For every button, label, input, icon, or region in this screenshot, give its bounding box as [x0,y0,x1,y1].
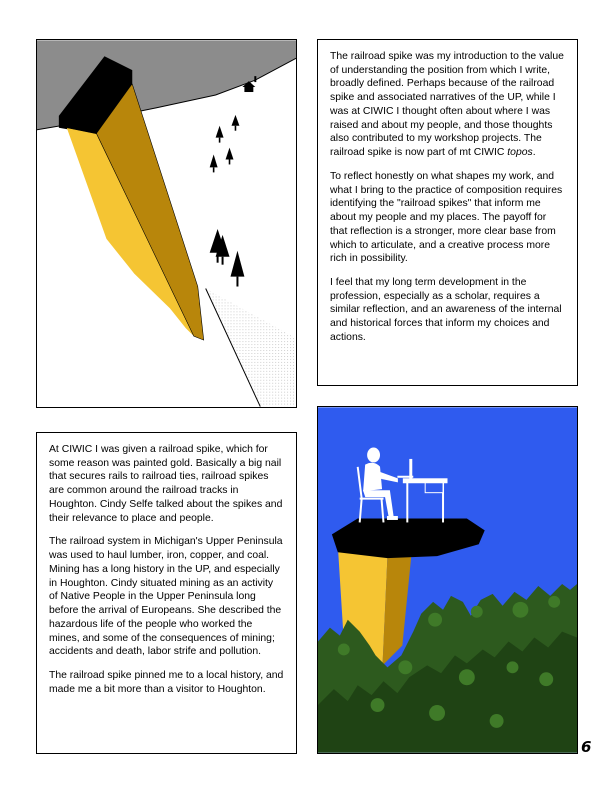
spike-hillside-art [37,40,296,407]
text-run: The railroad spike was my introduction to the value of understanding the position from which I write, broadly defined. Perhaps because of the railroad spike and associated narratives of the UP, while I was at CIWIC I thought often about where I was raised and about my people, and those thoughts also contributed to my workshop projects. The railroad spike is now part of mt CIWIC [330,51,564,159]
text-run: The railroad system in Michigan's Upper Peninsula was used to haul lumber, iron, copper, and coal. Mining has a long history in the UP, and especially in Houghton. Cindy situated mining as an activity of Native People in the Upper Peninsula long before the arrival of Europeans. She described the hazardous life of the people who worked the mines, and some of the consequences of mining; accidents and death, labor strife and pollution. [49,536,283,658]
italic-term: topos [507,147,533,159]
reflection-paragraphs [330,50,565,345]
text-run: I feel that my long term development in the profession, especially as a scholar, requires a similar reflection, and an awareness of the internal and historical forces that inform my choices and actions. [330,277,562,343]
page-number: 6 [581,738,592,756]
text-run: At CIWIC I was given a railroad spike, which for some reason was painted gold. Basically a big nail that secures rails to railroad ties, railroad spikes are common around the railroad tracks in Houghton. Cindy Selfe talked about the spikes and their relevance to place and people. [49,444,283,524]
paragraph [49,669,284,696]
desk-on-spike-illustration [317,406,578,754]
text-run: . [532,147,536,159]
desk-on-spike-art [318,407,577,753]
paragraph [330,276,565,345]
text-run: To reflect honestly on what shapes my work, and what I bring to the practice of composition requires identifying the "railroad spikes" that inform me about my people and my places. The payoff for that reflection is a stronger, more clear base from which to articulate, and a creative process more rich in possibility. [330,170,563,265]
history-text-panel [36,432,297,754]
paragraph [330,170,565,266]
paragraph [330,50,565,160]
spike-hillside-illustration [36,39,297,408]
paragraph [49,443,284,525]
history-paragraphs [49,443,284,696]
reflection-text-panel [317,39,578,386]
text-run: The railroad spike pinned me to a local history, and made me a bit more than a visitor to Houghton. [49,670,284,695]
paragraph [49,535,284,659]
